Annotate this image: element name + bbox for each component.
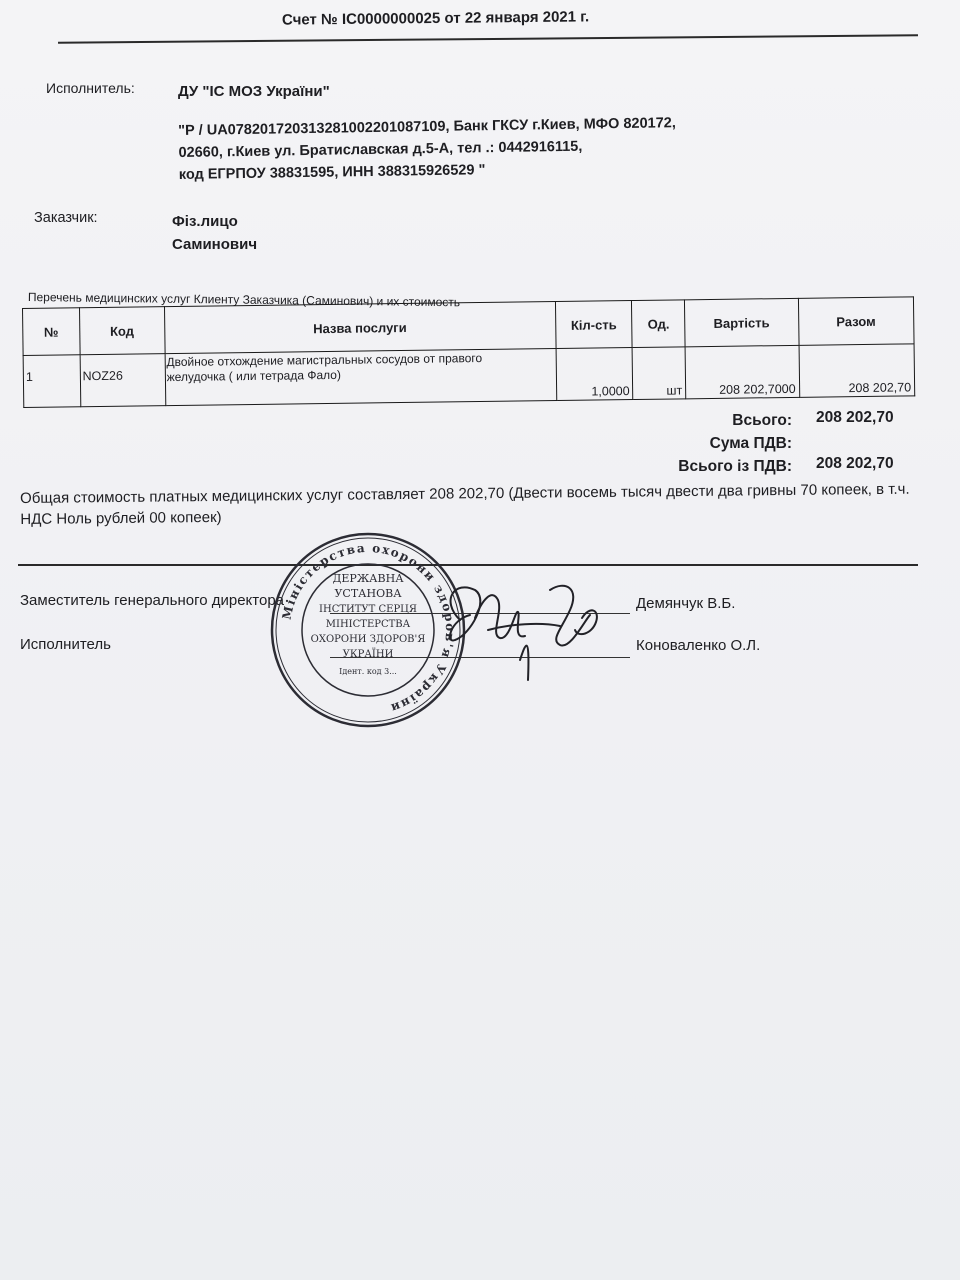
- invoice-title: Счет № ІС0000000025 от 22 января 2021 г.: [281, 8, 590, 29]
- customer-label: Заказчик:: [34, 210, 98, 226]
- handwritten-signature: [400, 560, 620, 690]
- row-number: 1: [23, 355, 80, 408]
- services-table: [22, 296, 915, 408]
- row-quantity: 1,0000: [556, 348, 634, 401]
- table-row: [23, 344, 915, 408]
- stamp-line: УКРАЇНИ: [342, 649, 394, 660]
- summary-text: Общая стоимость платных медицинских услуг составляет 208 202,70 (Двести восемь тысяч двести два гривны 70 копеек, в т.ч. НДС Ноль рублей 00 копеек): [20, 480, 910, 528]
- col-header-unit: Од.: [632, 300, 685, 348]
- executor-label: Исполнитель:: [46, 80, 135, 96]
- row-total: 208 202,70: [799, 344, 915, 398]
- col-header-quantity: Кіл-сть: [555, 301, 633, 349]
- service-name-line: желудочка ( или тетрада Фало): [166, 367, 341, 385]
- customer-type: Фіз.лицо: [172, 213, 238, 230]
- row-unit: шт: [633, 347, 686, 400]
- row-code: NOZ26: [80, 354, 166, 407]
- requisites-line: "Р / UA078201720313281002201087109, Банк ГКСУ г.Киев, МФО 820172,: [178, 115, 676, 139]
- title-underline: [58, 34, 918, 44]
- total-value: 208 202,70: [816, 409, 894, 426]
- total-label: Всього:: [732, 412, 792, 429]
- executor-name: ДУ "ІС МОЗ України": [178, 83, 330, 100]
- service-name-line: Двойное отхождение магистральных сосудов от правого: [166, 350, 483, 370]
- stamp-ring-text: Міністерства охорони здоров'я України: [279, 540, 458, 716]
- signature-role-executor: Исполнитель: [20, 636, 111, 653]
- stamp-line: ДЕРЖАВНА: [332, 572, 404, 585]
- stamp-line: УСТАНОВА: [334, 587, 402, 600]
- col-header-total: Разом: [798, 297, 914, 346]
- stamp-line: ОХОРОНИ ЗДОРОВ'Я: [310, 634, 426, 645]
- requisites-line: 02660, г.Киев ул. Братиславская д.5-А, тел .: 0442916115,: [178, 138, 583, 161]
- col-header-service-name: Назва послуги: [164, 302, 555, 354]
- col-header-price: Вартість: [685, 298, 799, 346]
- vat-label: Сума ПДВ:: [709, 435, 792, 452]
- requisites-line: код ЕГРПОУ 38831595, ИНН 388315926529 ": [178, 162, 486, 183]
- row-price: 208 202,7000: [685, 345, 799, 398]
- total-with-vat-value: 208 202,70: [816, 455, 894, 472]
- stamp-line: МІНІСТЕРСТВА: [325, 619, 411, 630]
- customer-name: Саминович: [172, 236, 258, 253]
- signature-person-executor: Коноваленко О.Л.: [636, 637, 761, 654]
- row-service-name: [165, 349, 556, 406]
- signature-person-deputy: Демянчук В.Б.: [636, 595, 736, 612]
- stamp-line: Ідент. код 3...: [339, 667, 397, 676]
- col-header-code: Код: [79, 307, 165, 355]
- executor-requisites: [178, 112, 677, 186]
- stamp-line: ІНСТИТУТ СЕРЦЯ: [319, 604, 417, 615]
- col-header-number: №: [23, 308, 80, 356]
- total-with-vat-label: Всього із ПДВ:: [678, 458, 792, 475]
- signature-role-deputy: Заместитель генерального директора: [20, 592, 285, 609]
- services-caption: Перечень медицинских услуг Клиенту Заказчика (Саминович) и их стоимость: [27, 290, 461, 310]
